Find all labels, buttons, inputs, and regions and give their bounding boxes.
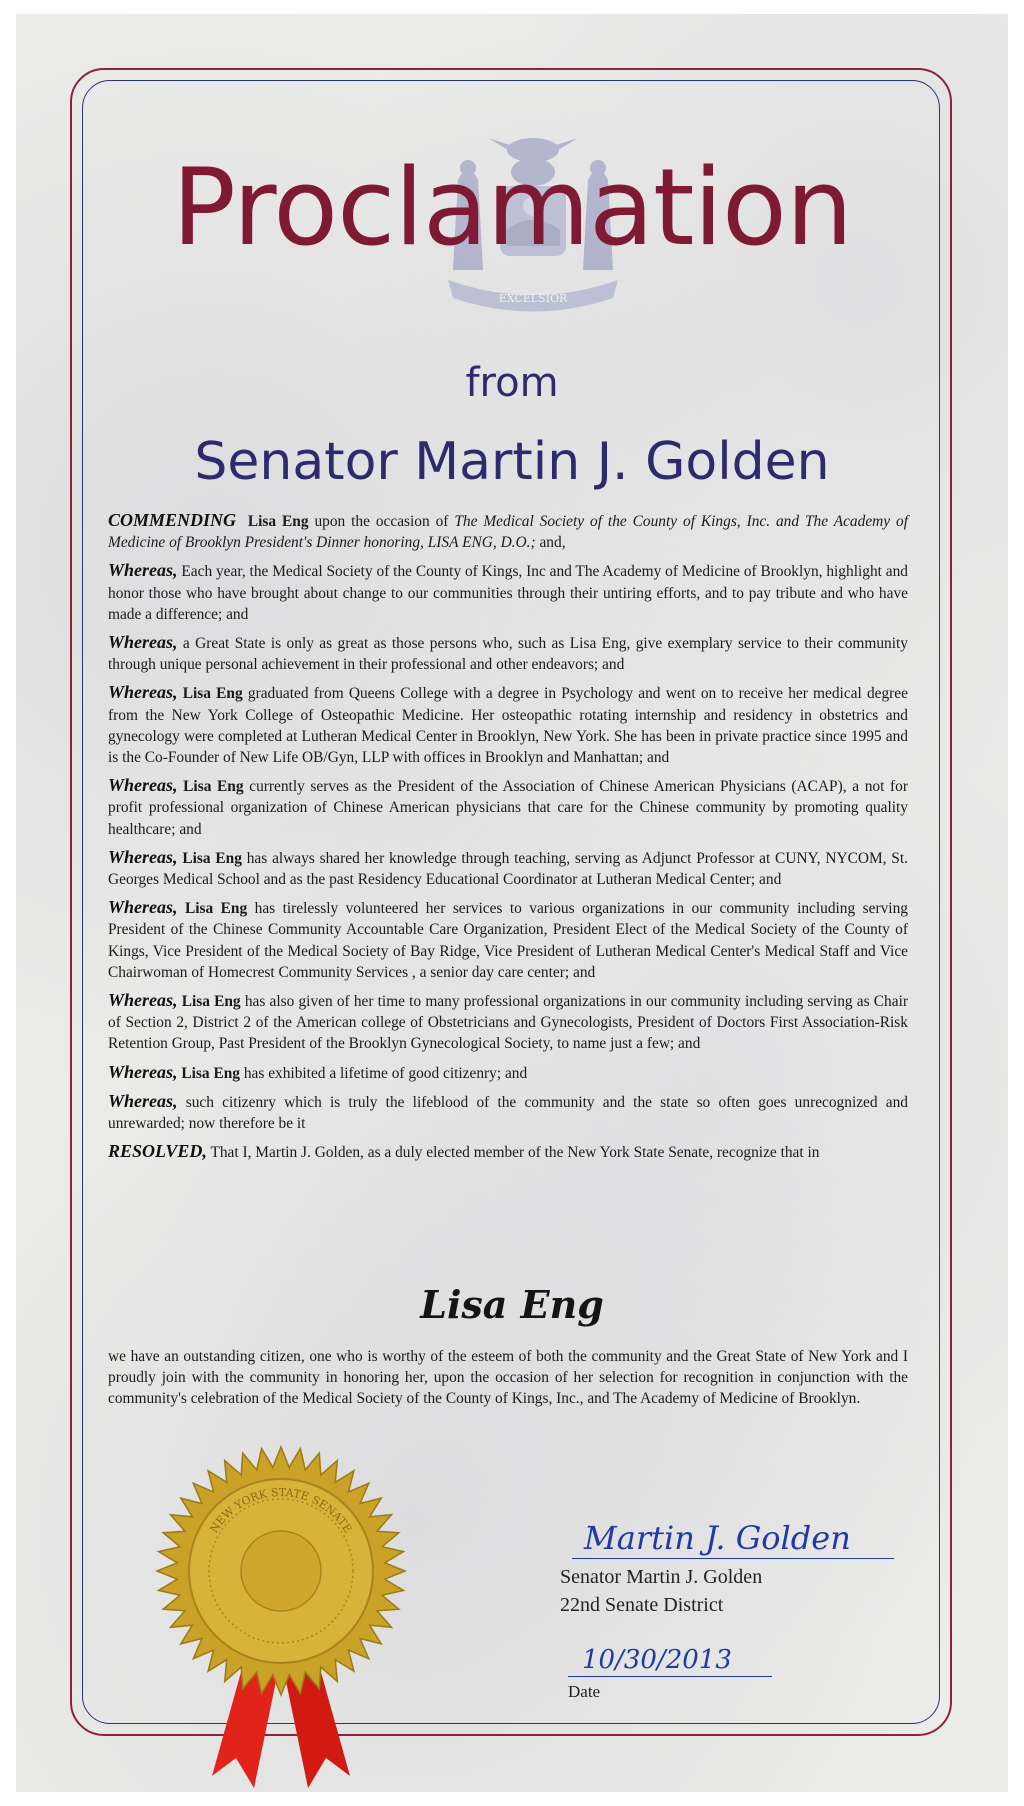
whereas-lead: Whereas, [108,632,178,653]
whereas-text: such citizenry which is truly the lifeblood of the community and the state so often goes unrecognized and unrewarded; now therefore be it [108,1093,908,1133]
whereas-lead: Whereas, [108,990,178,1011]
resolved-text: That I, Martin J. Golden, as a duly elected member of the New York State Senate, recognize that in [210,1144,820,1162]
commending-tail: and, [535,534,566,552]
whereas-text: has tirelessly volunteered her services to various organizations in our community including serving President of the Chinese Community Accountable Care Organization, President Elect of the Medical Society of the County of Kings, Vice President of the Medical Society of Bay Ridge, Vice President of Lutheran Medical Center's Medical Staff and Vice Chairwoman of Homecrest Community Services , a senior day care center; and [108,900,908,981]
commending-text: upon the occasion of [308,513,455,530]
whereas-paragraph [108,560,908,625]
whereas-text: currently serves as the President of the Association of Chinese American Physicians (ACAP), a not for profit professional organization of Chinese American physicians that care for the Chinese community by promoting quality healthcare; and [108,778,908,838]
from-label: from [465,360,559,406]
whereas-text: graduated from Queens College with a degree in Psychology and went on to receive her medical degree from the New York College of Osteopathic Medicine. Her osteopathic rotating internship and residency in obstetrics and gynecology were completed at Lutheran Medical Center in Brooklyn, New York. She has been in private practice since 1995 and is the Co-Founder of New Life OB/Gyn, LLP with offices in Brooklyn and Manhattan; and [108,685,908,767]
whereas-paragraph [108,1062,908,1084]
whereas-lead: Whereas, [108,775,178,796]
date-label: Date [568,1682,601,1701]
whereas-text: has also given of her time to many professional organizations in our community including serving as Chair of Section 2, District 2 of the American college of Obstetricians and Gynecologists, President of Doctors First Association-Risk Retention Group, Past President of the Brooklyn Gynecological Society, to name just a few; and [108,993,908,1053]
whereas-name: Lisa Eng [182,685,243,703]
whereas-lead: Whereas, [108,682,178,703]
whereas-text: Each year, the Medical Society of the County of Kings, Inc and The Academy of Medicine of Brooklyn, highlight and honor those who have brought about change to our communities through their untiring efforts, and to pay tribute and who have made a difference; and [108,563,908,623]
whereas-name: Lisa Eng [183,778,244,796]
whereas-paragraph [108,682,908,768]
senator-heading: Senator Martin J. Golden [194,432,830,492]
whereas-lead: Whereas, [108,846,178,867]
signed-date: 10/30/2013 [568,1644,772,1677]
proclamation-body [108,510,908,1170]
honoree-name: Lisa Eng [420,1282,604,1327]
resolved-paragraph [108,1141,908,1163]
commending-paragraph [108,510,908,553]
senator-signature: Martin J. Golden [572,1518,894,1559]
whereas-paragraph [108,990,908,1055]
signature-name: Senator Martin J. Golden [560,1566,763,1588]
whereas-text: a Great State is only as great as those persons who, such as Lisa Eng, give exemplary service to their community through unique personal achievement in their professional and other endeavors; and [108,635,908,674]
whereas-name: Lisa Eng [182,849,242,867]
whereas-text: has exhibited a lifetime of good citizenry; and [243,1064,528,1082]
whereas-paragraph [108,775,908,840]
whereas-paragraph [108,897,908,983]
commending-name: Lisa Eng [247,513,309,530]
whereas-text: has always shared her knowledge through teaching, serving as Adjunct Professor at CUNY, NYCOM, St. Georges Medical School and as the past Residency Educational Coordinator at Lutheran Medical Center; and [108,849,908,889]
resolved-lead: RESOLVED, [108,1141,207,1162]
whereas-lead: Whereas, [108,1061,178,1082]
whereas-paragraph [108,632,908,675]
whereas-paragraph [108,1091,908,1134]
whereas-lead: Whereas, [108,560,178,581]
whereas-paragraph [108,847,908,890]
whereas-list [108,560,908,1134]
whereas-name: Lisa Eng [184,900,248,918]
gold-seal-text: NEW YORK STATE SENATE [207,1485,355,1536]
seal-motto: EXCELSIOR [498,292,568,305]
page-title: Proclamation [171,146,853,269]
whereas-lead: Whereas, [108,1090,178,1111]
whereas-name: Lisa Eng [181,993,241,1011]
gold-seal [150,1440,412,1790]
closing-paragraph: we have an outstanding citizen, one who is worthy of the esteem of both the community and the Great State of New York and I proudly join with the community in honoring her, upon the occasion of her selection for recognition in conjunction with the community's celebration of the Medical Society of the County of Kings, Inc., and The Academy of Medicine of Brooklyn. [108,1348,908,1408]
whereas-name: Lisa Eng [181,1064,240,1082]
commending-event: The Medical Society of the County of Kings, Inc. and The Academy of Medicine of Brooklyn President's Dinner honoring, LISA ENG, D.O.; [108,513,908,552]
signature-district: 22nd Senate District [560,1594,724,1616]
commending-lead: COMMENDING [108,510,237,530]
whereas-lead: Whereas, [108,897,178,918]
